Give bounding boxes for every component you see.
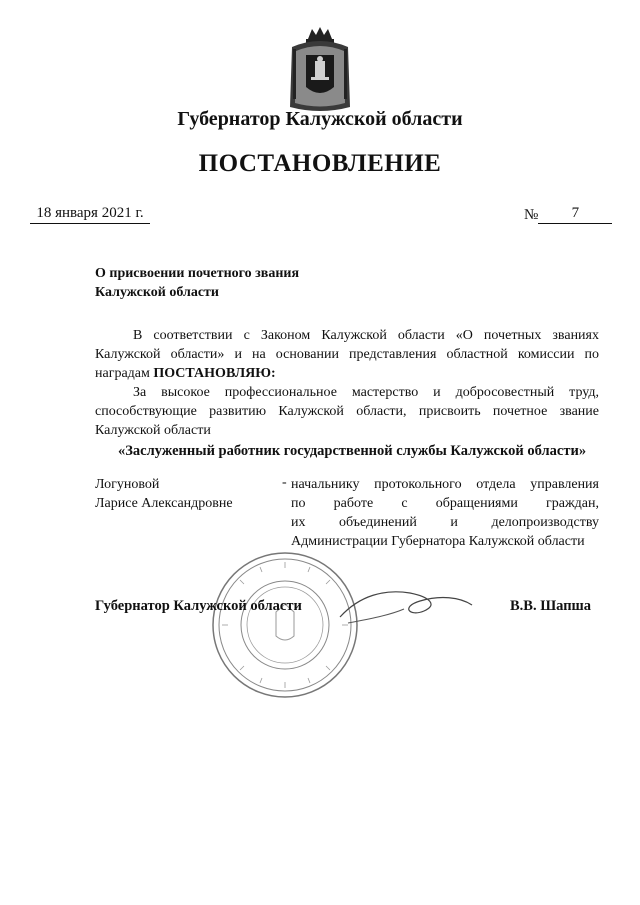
number-value: 7: [538, 205, 612, 224]
award-title: «Заслуженный работник государственной службы Калужской области»: [118, 443, 587, 459]
handwritten-signature-icon: [330, 575, 480, 635]
position-line: Администрации Губернатора Калужской области: [291, 534, 585, 549]
decision-paragraph: За высокое профессиональное мастерство и добросовестный труд, способствующие развитию Калужской области, присвоить почетное звание Калужской области: [95, 385, 599, 438]
document-subject: [95, 264, 435, 302]
recipient-dash: -: [282, 475, 287, 490]
signatory-name: В.В. Шапша: [510, 598, 592, 614]
position-line: начальнику протокольного отдела управления: [291, 477, 599, 492]
subject-line: О присвоении почетного звания: [95, 266, 300, 281]
recipient-position: [291, 475, 599, 551]
subject-line: Калужской области: [95, 285, 219, 300]
document-number: [524, 205, 612, 224]
preamble-paragraph: [95, 326, 599, 383]
recipient-surname: Логуновой: [95, 477, 160, 492]
number-label: №: [524, 207, 539, 223]
recipient-given-names: Ларисе Александровне: [95, 496, 233, 511]
position-line: их объединений и делопроизводству: [291, 515, 599, 530]
issuer-title: Губернатор Калужской области: [177, 108, 463, 130]
document-date: 18 января 2021 г.: [30, 205, 150, 224]
coat-of-arms-icon: [286, 25, 354, 113]
recipient-name: [95, 475, 285, 513]
signatory-role: Губернатор Калужской области: [95, 598, 302, 614]
document-type: ПОСТАНОВЛЕНИЕ: [198, 150, 442, 177]
preamble-text: В соответствии с Законом Калужской области «О почетных званиях Калужской области» и на основании представления областной комиссии по наградам: [95, 328, 599, 381]
decree-keyword: ПОСТАНОВЛЯЮ:: [153, 366, 276, 381]
position-line: по работе с обращениями граждан,: [291, 496, 599, 511]
